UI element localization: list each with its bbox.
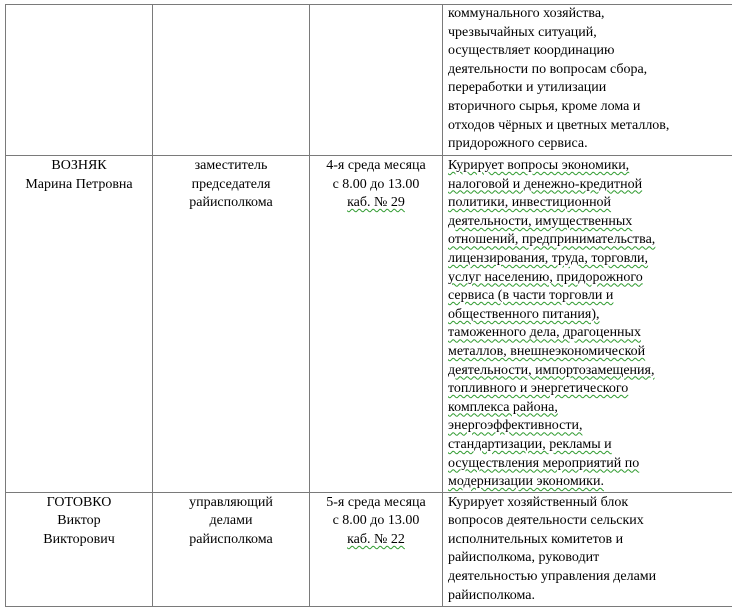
position-line: заместитель bbox=[194, 158, 268, 173]
name-cell bbox=[6, 156, 153, 493]
duties-line: осуществляет координацию bbox=[448, 43, 615, 59]
official-patronymic: Викторович bbox=[43, 531, 115, 547]
position-line: председателя bbox=[191, 176, 271, 192]
duties-line: стандартизации, рекламы и bbox=[448, 436, 612, 452]
schedule-cell bbox=[310, 492, 443, 606]
name-cell bbox=[6, 492, 153, 606]
duties-line: вторичного сырья, кроме лома и bbox=[448, 98, 641, 114]
duties-line: отходов чёрных и цветных металлов, bbox=[448, 117, 670, 133]
duties-line: деятельности, импортозамещения, bbox=[448, 362, 655, 378]
duties-line: деятельности по вопросам сбора, bbox=[448, 61, 648, 77]
duties-line: райисполкома, руководит bbox=[448, 550, 600, 566]
schedule-day: 4-я среда месяца bbox=[326, 158, 426, 173]
table-row bbox=[6, 492, 732, 606]
official-given-names: Марина Петровна bbox=[25, 176, 133, 192]
table-row bbox=[6, 5, 732, 156]
duties-cell bbox=[443, 492, 732, 606]
duties-line: Курирует вопросы экономики, bbox=[448, 158, 630, 173]
duties-line: лицензирования, труда, торговли, bbox=[448, 250, 649, 266]
position-cell bbox=[153, 156, 310, 493]
schedule-cell bbox=[310, 5, 443, 156]
duties-line: топливного и энергетического bbox=[448, 381, 629, 397]
schedule-time: с 8.00 до 13.00 bbox=[332, 176, 420, 192]
duties-line: таможенного дела, драгоценных bbox=[448, 325, 641, 341]
schedule-day: 5-я среда месяца bbox=[326, 494, 426, 510]
position-line: райисполкома bbox=[189, 531, 273, 547]
duties-line: деятельности, имущественных bbox=[448, 213, 633, 229]
duties-line: энергоэффективности, bbox=[448, 418, 583, 434]
duties-line: чрезвычайных ситуаций, bbox=[448, 24, 597, 40]
duties-line: налоговой и денежно-кредитной bbox=[448, 176, 643, 192]
duties-line: коммунального хозяйства, bbox=[448, 6, 605, 21]
position-cell bbox=[153, 492, 310, 606]
duties-line: сервиса (в части торговли и bbox=[448, 288, 614, 304]
official-surname: ГОТОВКО bbox=[46, 494, 112, 510]
duties-line: деятельностью управления делами bbox=[448, 569, 657, 585]
duties-line: комплекса района, bbox=[448, 399, 558, 415]
duties-line: райисполкома. bbox=[448, 587, 536, 603]
duties-line: общественного питания), bbox=[448, 306, 600, 322]
duties-line: модернизации экономики. bbox=[448, 474, 604, 490]
duties-line: Курирует хозяйственный блок bbox=[448, 494, 629, 510]
schedule-room: каб. № 22 bbox=[347, 531, 405, 547]
duties-line: переработки и утилизации bbox=[448, 80, 607, 96]
duties-cell bbox=[443, 5, 732, 156]
schedule-time: с 8.00 до 13.00 bbox=[332, 513, 420, 529]
schedule-cell bbox=[310, 156, 443, 493]
official-surname: ВОЗНЯК bbox=[51, 158, 107, 173]
duties-line: политики, инвестиционной bbox=[448, 195, 612, 211]
table-row bbox=[6, 156, 732, 493]
name-cell bbox=[6, 5, 153, 156]
duties-line: вопросов деятельности сельских bbox=[448, 513, 644, 529]
duties-line: металлов, внешнеэкономической bbox=[448, 343, 646, 359]
duties-line: услуг населению, придорожного bbox=[448, 269, 643, 285]
position-line: управляющий bbox=[189, 494, 273, 510]
position-cell bbox=[153, 5, 310, 156]
position-line: делами bbox=[209, 513, 253, 529]
duties-line: отношений, предпринимательства, bbox=[448, 232, 656, 248]
schedule-room: каб. № 29 bbox=[347, 195, 405, 211]
duties-cell bbox=[443, 156, 732, 493]
position-line: райисполкома bbox=[189, 195, 273, 211]
official-given-name: Виктор bbox=[57, 513, 101, 529]
officials-table bbox=[5, 4, 732, 607]
duties-line: придорожного сервиса. bbox=[448, 136, 588, 152]
duties-line: исполнительных комитетов и bbox=[448, 531, 624, 547]
duties-line: осуществления мероприятий по bbox=[448, 455, 640, 471]
